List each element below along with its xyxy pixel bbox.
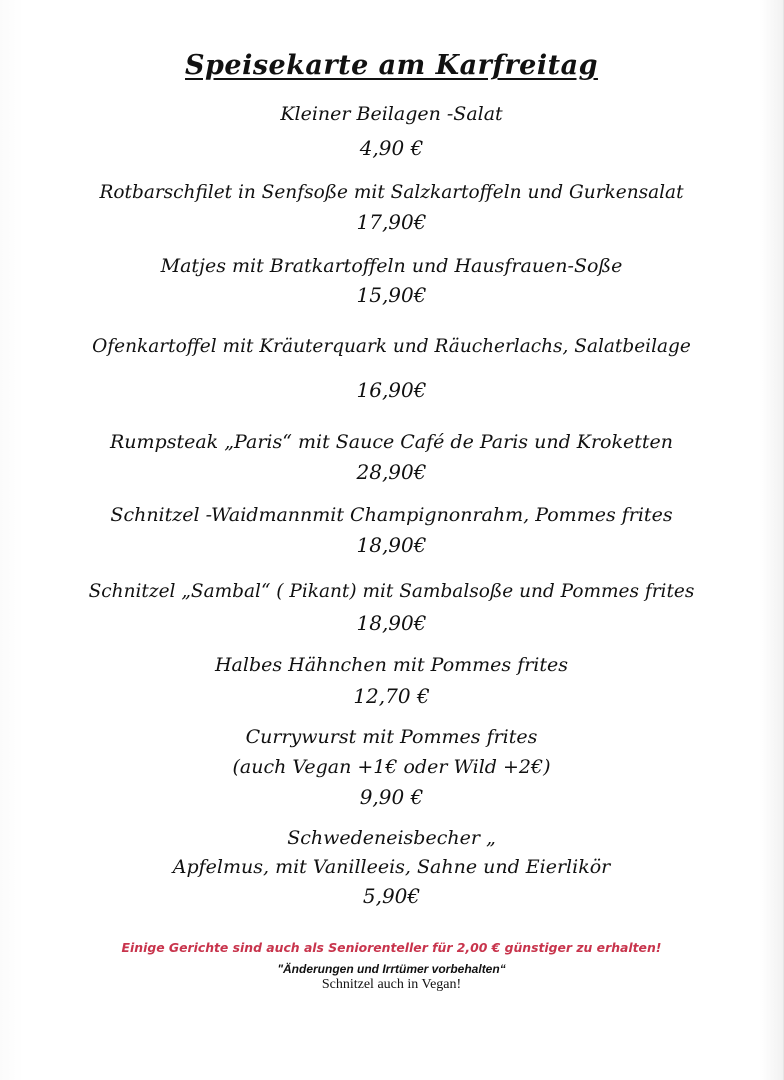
item-name: Schnitzel „Sambal“ ( Pikant) mit Sambalsoße und Pommes frites xyxy=(88,581,695,602)
item-price: 17,90€ xyxy=(356,210,427,234)
item-name: Rumpsteak „Paris“ mit Sauce Café de Paris und Kroketten xyxy=(109,431,673,453)
item-price: 18,90€ xyxy=(356,611,427,635)
item-detail: Apfelmus, mit Vanilleeis, Sahne und Eierlikör xyxy=(172,856,611,878)
item-name: Schwedeneisbecher „ xyxy=(287,827,496,849)
item-price: 5,90€ xyxy=(362,884,421,908)
item-name: Kleiner Beilagen -Salat xyxy=(280,103,503,125)
disclaimer-note: "Änderungen und Irrtümer vorbehalten“ xyxy=(277,962,506,976)
item-detail: (auch Vegan +1€ oder Wild +2€) xyxy=(232,756,551,778)
item-price: 16,90€ xyxy=(356,378,427,402)
menu-title: Speisekarte am Karfreitag xyxy=(185,50,598,81)
item-price: 28,90€ xyxy=(356,460,427,484)
item-name: Ofenkartoffel mit Kräuterquark und Räucherlachs, Salatbeilage xyxy=(92,336,691,357)
item-name: Schnitzel -Waidmannmit Champignonrahm, Pommes frites xyxy=(110,504,673,526)
item-name: Halbes Hähnchen mit Pommes frites xyxy=(214,654,569,676)
item-price: 9,90 € xyxy=(359,785,424,809)
senior-note: Einige Gerichte sind auch als Seniorenteller für 2,00 € günstiger zu erhalten! xyxy=(121,940,662,955)
item-price: 12,70 € xyxy=(353,684,430,708)
item-name: Matjes mit Bratkartoffeln und Hausfrauen-Soße xyxy=(160,255,623,277)
vegan-note: Schnitzel auch in Vegan! xyxy=(321,977,462,992)
item-price: 18,90€ xyxy=(356,533,427,557)
item-price: 4,90 € xyxy=(359,136,424,160)
item-name: Currywurst mit Pommes frites xyxy=(245,726,538,748)
item-name: Rotbarschfilet in Senfsoße mit Salzkartoffeln und Gurkensalat xyxy=(99,182,684,203)
item-price: 15,90€ xyxy=(356,283,427,307)
